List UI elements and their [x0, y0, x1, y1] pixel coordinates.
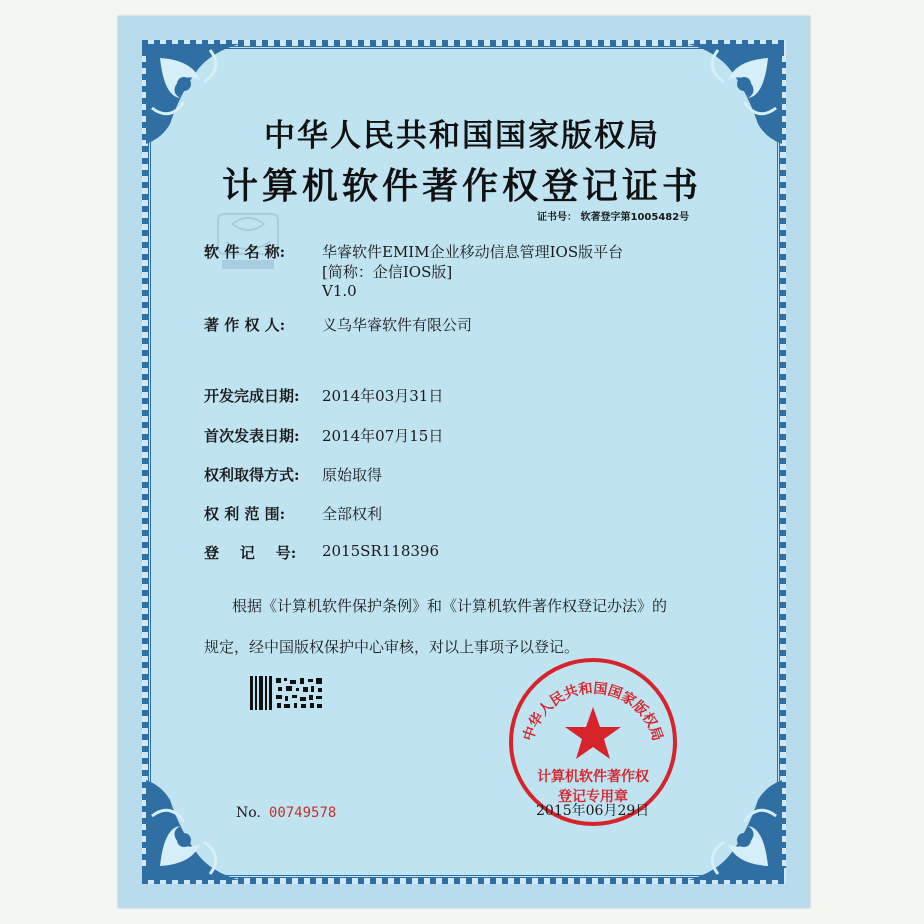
dev-date-row — [204, 385, 444, 406]
acquisition-label: 权利取得方式: — [204, 466, 300, 484]
dev-date-label: 开发完成日期: — [204, 387, 300, 405]
serial-prefix: No. — [236, 805, 261, 821]
owner-value: 义乌华睿软件有限公司 — [322, 316, 473, 334]
scope-value: 全部权利 — [322, 505, 383, 523]
registration-label: 登 记 号: — [204, 544, 297, 562]
corner-ornament — [140, 774, 252, 886]
pub-date-label: 首次发表日期: — [204, 427, 300, 445]
software-version: V1.0 — [322, 282, 357, 300]
registration-row — [204, 542, 440, 563]
star-icon — [565, 707, 621, 759]
issuing-authority: 中华人民共和国国家版权局 — [264, 118, 660, 154]
software-name-value: 华睿软件EMIM企业移动信息管理IOS版平台 — [322, 243, 624, 261]
acquisition-row — [204, 464, 383, 485]
owner-label: 著 作 权 人: — [204, 316, 286, 334]
body-text-line-2: 规定，经中国版权保护中心审核，对以上事项予以登记。 — [204, 638, 580, 656]
software-name-row — [204, 241, 624, 262]
pub-date-row — [204, 425, 444, 446]
qr-barcode — [250, 676, 326, 710]
certificate-number: 证书号： 软著登字第1005482号 — [537, 212, 690, 223]
seal-line-1: 计算机软件著作权 — [537, 769, 649, 785]
scope-label: 权 利 范 围: — [204, 505, 286, 523]
owner-row — [204, 314, 473, 335]
certificate-title: 计算机软件著作权登记证书 — [221, 166, 702, 207]
registration-value: 2015SR118396 — [322, 542, 440, 560]
serial-number-row — [236, 805, 336, 821]
seal-arc-text: 中华人民共和国国家版权局 — [520, 680, 666, 744]
pub-date-value: 2014年07月15日 — [322, 427, 444, 445]
acquisition-value: 原始取得 — [322, 466, 383, 484]
body-text-line-1: 根据《计算机软件保护条例》和《计算机软件著作权登记办法》的 — [232, 597, 668, 615]
corner-ornament — [676, 774, 788, 886]
serial-number: 00749578 — [268, 805, 337, 821]
issue-date: 2015年06月29日 — [536, 803, 650, 819]
dev-date-value: 2014年03月31日 — [322, 387, 444, 405]
software-name-label: 软 件 名 称: — [204, 243, 286, 261]
seal-line-2: 登记专用章 — [558, 789, 628, 805]
software-short-name: [简称：企信IOS版] — [322, 263, 453, 281]
scope-row — [204, 503, 383, 524]
